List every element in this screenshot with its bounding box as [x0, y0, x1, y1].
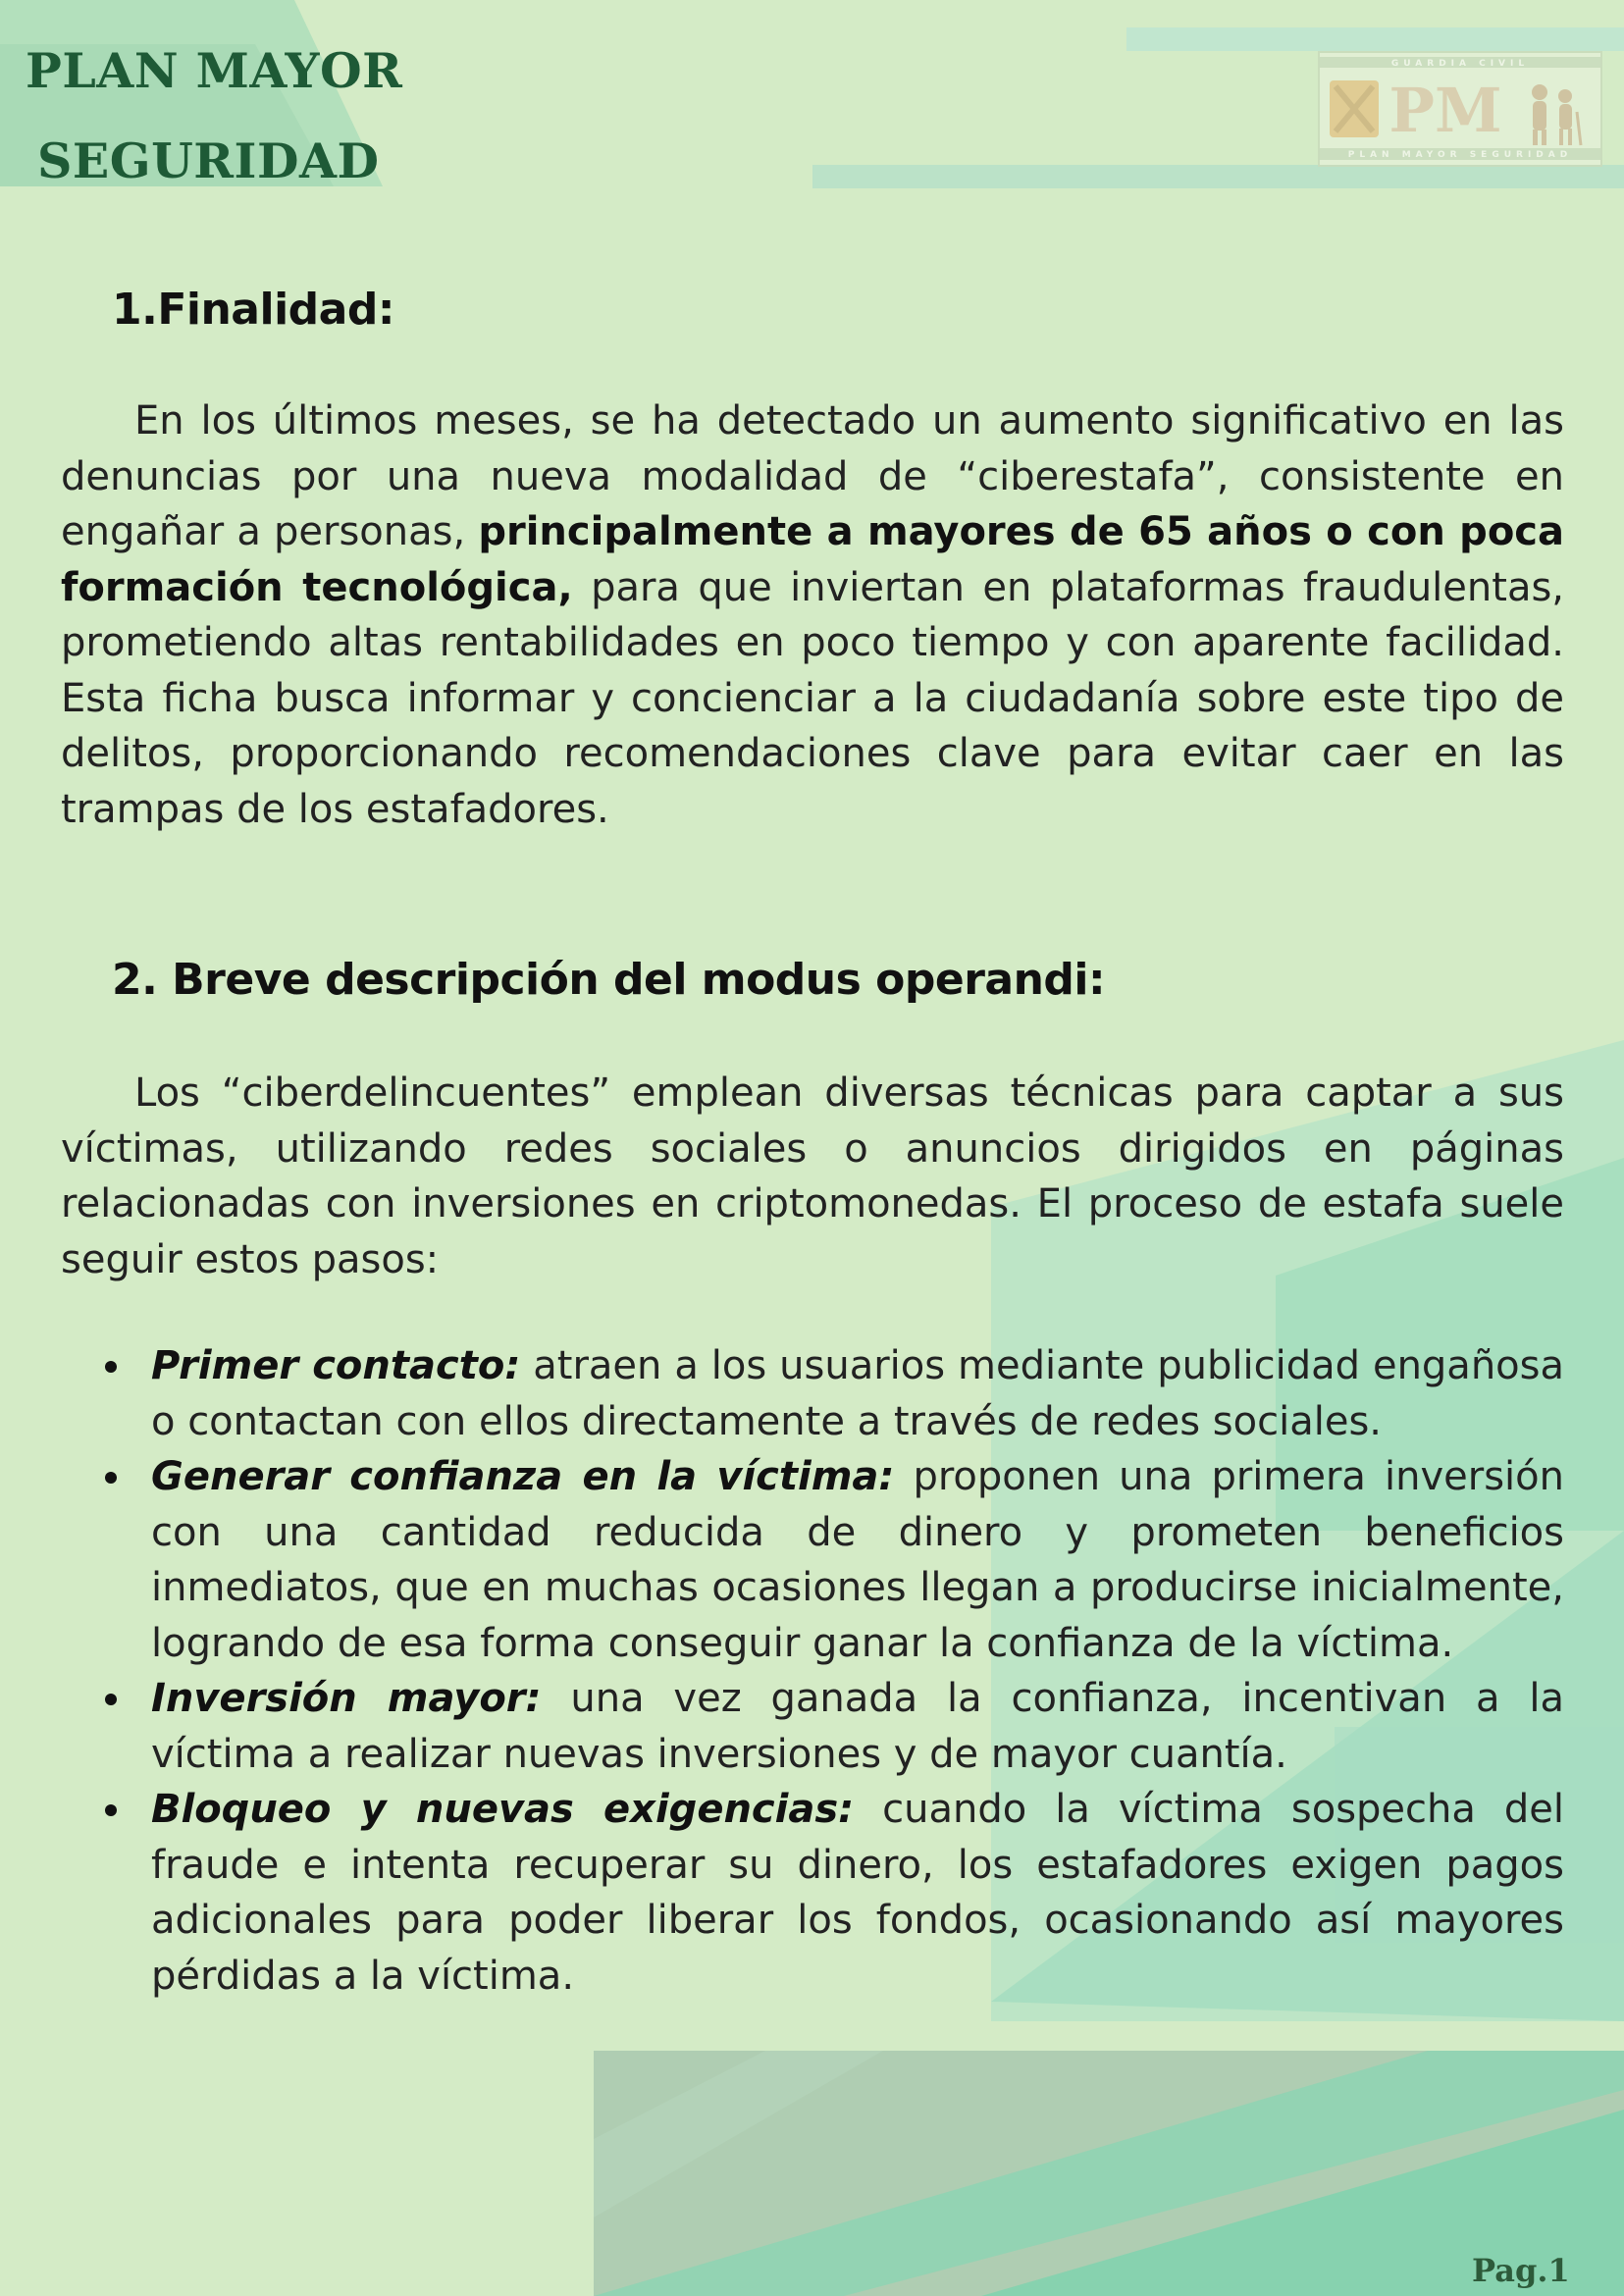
bullet-icon: [105, 1804, 117, 1816]
header-title-line1: PLAN MAYOR: [26, 42, 403, 99]
document-body: [61, 275, 1564, 2004]
header-title: [26, 26, 402, 206]
steps-list: [61, 1338, 1564, 2004]
step-title: Bloqueo y nuevas exigencias:: [151, 1787, 855, 1832]
logo-bottom-text: PLAN MAYOR SEGURIDAD: [1347, 150, 1573, 160]
bullet-icon: [105, 1361, 117, 1373]
step-title: Primer contacto:: [151, 1343, 521, 1388]
paragraph-finalidad-part2: para que inviertan en plataformas fraudulentas, prometiendo altas rentabilidades en poco tiempo y con aparente facilidad. Esta ficha busca informar y concienciar a la ciudadanía sobre este tipo de delitos, proporcionando recomendaciones clave para evitar caer en las trampas de los estafadores.: [61, 564, 1565, 832]
step-text: cuando la víctima sospecha del fraude e intenta recuperar su dinero, los estafadores exigen pagos adicionales para poder liberar los fondos, ocasionando así mayores pérdidas a la víctima.: [151, 1787, 1564, 1999]
step-text: atraen a los usuarios mediante publicidad engañosa o contactan con ellos directamente a través de redes sociales.: [151, 1343, 1564, 1444]
header-title-line2: SEGURIDAD: [37, 132, 380, 189]
paragraph-finalidad: [61, 393, 1564, 837]
bullet-icon: [105, 1472, 117, 1484]
section-heading-modus-operandi: 2. Breve descripción del modus operandi:: [112, 955, 1106, 1005]
bullet-icon: [105, 1694, 117, 1705]
page-number: Pag.1: [1472, 2252, 1570, 2289]
list-item: [61, 1671, 1564, 1782]
list-item: [61, 1338, 1564, 1449]
step-title: Inversión mayor:: [151, 1676, 542, 1721]
list-item: [61, 1449, 1564, 1671]
step-text: proponen una primera inversión con una cantidad reducida de dinero y prometen beneficios inmediatos, que en muchas ocasiones llegan a producirse inicialmente, logrando de esa forma conseguir ganar la confianza de la víctima.: [151, 1454, 1564, 1666]
paragraph-finalidad-part1: En los últimos meses, se ha detectado un aumento significativo en las denuncias por una nueva modalidad de “ciberestafa”, consistente en engañar a personas,: [61, 398, 1564, 554]
step-text: una vez ganada la confianza, incentivan a la víctima a realizar nuevas inversiones y de mayor cuantía.: [151, 1676, 1564, 1777]
logo-initials: PM: [1388, 75, 1502, 146]
paragraph-finalidad-bold: principalmente a mayores de 65 años o con poca formación tecnológica,: [61, 509, 1564, 610]
guardia-civil-pm-logo: [1318, 51, 1602, 167]
paragraph-modus-operandi: Los “ciberdelincuentes” emplean diversas técnicas para captar a sus víctimas, utilizando redes sociales o anuncios dirigidos en páginas relacionadas con inversiones en criptomonedas. El proceso de estafa suele seguir estos pasos:: [61, 1070, 1564, 1282]
section-heading-finalidad: 1.Finalidad:: [112, 285, 394, 335]
crest-icon: [1330, 80, 1379, 137]
logo-top-text: GUARDIA CIVIL: [1390, 59, 1530, 69]
list-item: [61, 1782, 1564, 2004]
step-title: Generar confianza en la víctima:: [151, 1454, 895, 1499]
